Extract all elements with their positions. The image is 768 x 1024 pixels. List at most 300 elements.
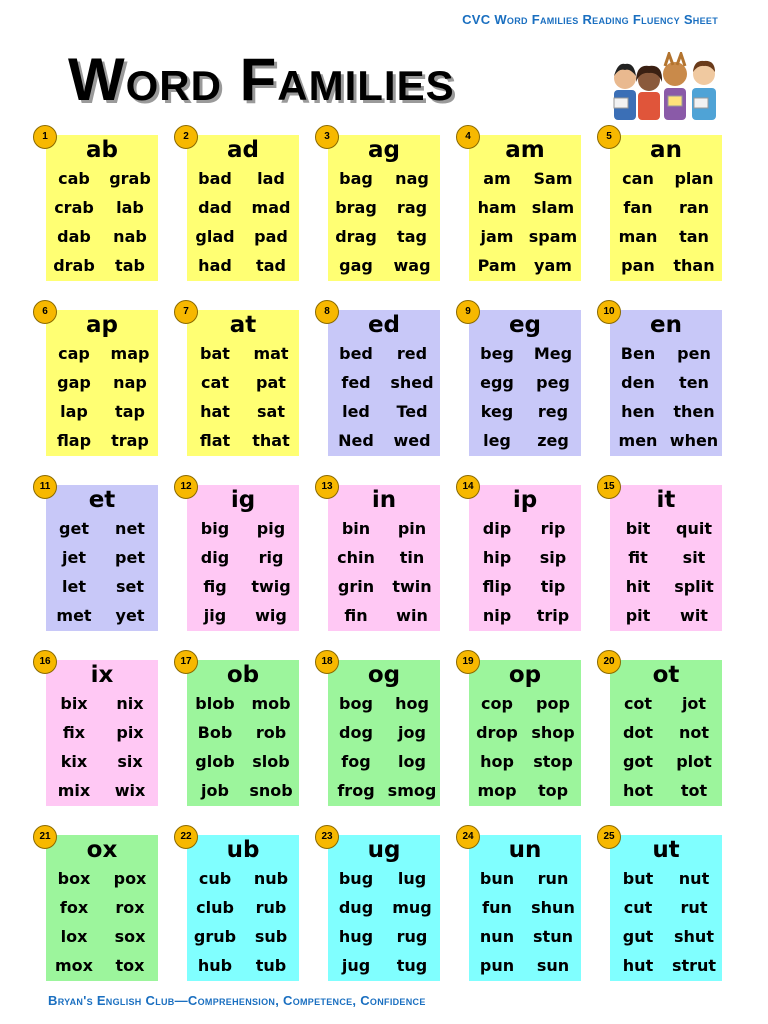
family-ending: ub xyxy=(226,837,260,863)
word-family-card xyxy=(328,310,440,456)
family-word: log xyxy=(398,752,426,771)
word-family-cell xyxy=(312,122,453,297)
family-word: dab xyxy=(57,227,91,246)
word-family-card xyxy=(187,835,299,981)
family-word: bat xyxy=(200,344,230,363)
family-word: then xyxy=(673,402,715,421)
family-ending: ip xyxy=(512,487,538,513)
family-word: sip xyxy=(539,548,567,567)
word-family-card xyxy=(610,310,722,456)
family-word: box xyxy=(57,869,91,888)
family-word: split xyxy=(674,577,714,596)
family-word: nub xyxy=(253,869,289,888)
family-word: kix xyxy=(60,752,88,771)
word-family-cell xyxy=(171,647,312,822)
family-word: flat xyxy=(199,431,231,450)
family-word: den xyxy=(621,373,655,392)
family-word: that xyxy=(252,431,290,450)
family-word: tip xyxy=(540,577,566,596)
family-word: brag xyxy=(335,198,377,217)
family-word: gap xyxy=(57,373,91,392)
family-number-badge: 9 xyxy=(456,300,480,324)
family-word: tin xyxy=(399,548,425,567)
kids-illustration xyxy=(608,52,724,124)
footer-credit: Bryan's English Club—Comprehension, Competence, Confidence xyxy=(48,993,426,1008)
family-word: sun xyxy=(536,956,570,975)
family-word: yam xyxy=(534,256,572,275)
family-ending: it xyxy=(656,487,676,513)
word-family-card xyxy=(328,485,440,631)
word-family-cell xyxy=(312,822,453,997)
family-ending: og xyxy=(367,662,401,688)
word-family-card xyxy=(187,310,299,456)
family-ending: an xyxy=(650,137,682,163)
family-word: pig xyxy=(256,519,286,538)
family-word: net xyxy=(115,519,145,538)
family-word: lap xyxy=(60,402,88,421)
family-ending: ut xyxy=(652,837,680,863)
family-word: fit xyxy=(628,548,648,567)
family-word: dot xyxy=(622,723,654,742)
family-word: leg xyxy=(483,431,511,450)
family-ending: in xyxy=(371,487,397,513)
family-word: bun xyxy=(479,869,515,888)
family-number-badge: 1 xyxy=(33,125,57,149)
family-word: wig xyxy=(255,606,287,625)
family-word: nun xyxy=(479,927,515,946)
family-word: win xyxy=(396,606,428,625)
family-word: jam xyxy=(480,227,514,246)
family-word: nab xyxy=(113,227,147,246)
family-word: peg xyxy=(536,373,570,392)
family-word: slam xyxy=(531,198,575,217)
word-family-cell xyxy=(453,297,594,472)
family-word: mob xyxy=(251,694,291,713)
family-word: dip xyxy=(482,519,512,538)
family-word: glad xyxy=(195,227,235,246)
word-family-grid xyxy=(30,122,735,997)
family-word: jot xyxy=(681,694,707,713)
family-word: jig xyxy=(203,606,227,625)
family-word: sox xyxy=(114,927,146,946)
family-word: shop xyxy=(531,723,575,742)
family-word: hen xyxy=(621,402,655,421)
family-ending: ap xyxy=(86,312,118,338)
family-word: let xyxy=(62,577,86,596)
family-word: rob xyxy=(255,723,287,742)
sheet-subtitle: CVC Word Families Reading Fluency Sheet xyxy=(462,12,718,27)
family-number-badge: 13 xyxy=(315,475,339,499)
family-word: ten xyxy=(679,373,709,392)
family-number-badge: 12 xyxy=(174,475,198,499)
family-word: sat xyxy=(257,402,285,421)
family-word: pan xyxy=(621,256,655,275)
family-word: mat xyxy=(253,344,289,363)
family-word: fin xyxy=(344,606,368,625)
family-word: but xyxy=(622,869,654,888)
family-word: drop xyxy=(476,723,518,742)
word-family-card xyxy=(46,310,158,456)
family-word: yet xyxy=(115,606,145,625)
family-word: can xyxy=(622,169,654,188)
family-ending: ox xyxy=(86,837,118,863)
family-ending: ad xyxy=(227,137,259,163)
family-word: met xyxy=(56,606,92,625)
family-word: hut xyxy=(622,956,654,975)
family-word: quit xyxy=(676,519,712,538)
family-word: plan xyxy=(674,169,714,188)
family-word: pen xyxy=(677,344,711,363)
word-family-cell xyxy=(312,472,453,647)
word-family-cell xyxy=(594,472,735,647)
family-word: fan xyxy=(623,198,653,217)
family-word: bad xyxy=(198,169,232,188)
word-family-card xyxy=(187,135,299,281)
word-family-cell xyxy=(453,122,594,297)
family-number-badge: 22 xyxy=(174,825,198,849)
family-word: mad xyxy=(251,198,291,217)
family-word: when xyxy=(669,431,719,450)
family-word: trap xyxy=(111,431,149,450)
word-family-card xyxy=(610,485,722,631)
word-family-cell xyxy=(453,822,594,997)
family-word: Ned xyxy=(338,431,374,450)
family-number-badge: 21 xyxy=(33,825,57,849)
family-word: cab xyxy=(58,169,90,188)
family-word: get xyxy=(59,519,89,538)
family-word: cub xyxy=(198,869,232,888)
family-word: reg xyxy=(537,402,569,421)
family-number-badge: 2 xyxy=(174,125,198,149)
family-word: not xyxy=(678,723,710,742)
family-word: twin xyxy=(392,577,432,596)
family-word: nix xyxy=(116,694,144,713)
word-family-card xyxy=(328,135,440,281)
family-word: gag xyxy=(339,256,373,275)
family-word: tab xyxy=(115,256,145,275)
family-word: pit xyxy=(625,606,651,625)
word-family-card xyxy=(187,485,299,631)
family-word: Ted xyxy=(396,402,428,421)
family-word: tot xyxy=(680,781,708,800)
family-word: dog xyxy=(339,723,373,742)
family-word: rig xyxy=(258,548,284,567)
word-family-card xyxy=(46,835,158,981)
family-word: hug xyxy=(338,927,374,946)
family-word: snob xyxy=(249,781,293,800)
family-word: fed xyxy=(341,373,371,392)
family-word: plot xyxy=(676,752,712,771)
word-family-card xyxy=(46,485,158,631)
family-number-badge: 18 xyxy=(315,650,339,674)
family-number-badge: 3 xyxy=(315,125,339,149)
family-ending: ig xyxy=(230,487,256,513)
family-word: keg xyxy=(480,402,514,421)
family-word: set xyxy=(115,577,145,596)
word-family-cell xyxy=(453,647,594,822)
family-word: mug xyxy=(392,898,432,917)
family-word: six xyxy=(117,752,143,771)
page-title: Word Families xyxy=(68,46,455,113)
family-word: egg xyxy=(480,373,514,392)
family-word: nip xyxy=(482,606,512,625)
family-word: cut xyxy=(623,898,653,917)
family-word: men xyxy=(618,431,658,450)
word-family-cell xyxy=(30,472,171,647)
family-word: smog xyxy=(387,781,437,800)
family-word: hog xyxy=(395,694,429,713)
family-number-badge: 24 xyxy=(456,825,480,849)
family-word: cop xyxy=(481,694,513,713)
word-family-cell xyxy=(30,297,171,472)
family-ending: un xyxy=(508,837,542,863)
family-word: gut xyxy=(622,927,654,946)
family-word: hot xyxy=(622,781,654,800)
word-family-cell xyxy=(594,822,735,997)
family-word: drab xyxy=(53,256,95,275)
family-word: nut xyxy=(678,869,710,888)
family-word: job xyxy=(201,781,229,800)
family-word: wit xyxy=(680,606,708,625)
family-word: nap xyxy=(113,373,147,392)
word-family-card xyxy=(46,135,158,281)
family-word: zeg xyxy=(537,431,569,450)
family-word: pat xyxy=(256,373,286,392)
family-word: jog xyxy=(398,723,426,742)
family-word: tad xyxy=(256,256,286,275)
family-word: wed xyxy=(393,431,431,450)
family-word: rug xyxy=(396,927,428,946)
word-family-cell xyxy=(30,647,171,822)
family-word: hit xyxy=(625,577,651,596)
family-word: grab xyxy=(109,169,151,188)
family-ending: ot xyxy=(652,662,680,688)
family-word: stun xyxy=(533,927,573,946)
family-word: chin xyxy=(337,548,375,567)
word-family-card xyxy=(469,660,581,806)
family-word: pop xyxy=(536,694,570,713)
word-family-card xyxy=(187,660,299,806)
family-word: bix xyxy=(60,694,88,713)
family-word: lad xyxy=(257,169,285,188)
family-word: sub xyxy=(254,927,288,946)
family-word: twig xyxy=(251,577,291,596)
family-word: Bob xyxy=(197,723,233,742)
family-word: strut xyxy=(671,956,717,975)
family-word: fun xyxy=(482,898,512,917)
family-word: pox xyxy=(113,869,147,888)
family-word: bed xyxy=(339,344,373,363)
family-word: pet xyxy=(115,548,145,567)
word-family-card xyxy=(610,660,722,806)
family-number-badge: 19 xyxy=(456,650,480,674)
family-word: dig xyxy=(200,548,230,567)
family-word: bin xyxy=(341,519,371,538)
family-word: glob xyxy=(195,752,235,771)
word-family-card xyxy=(610,135,722,281)
family-word: pix xyxy=(116,723,144,742)
family-word: Pam xyxy=(477,256,517,275)
family-word: dad xyxy=(198,198,232,217)
family-word: frog xyxy=(337,781,375,800)
family-word: hop xyxy=(480,752,514,771)
word-family-cell xyxy=(453,472,594,647)
family-word: tag xyxy=(397,227,427,246)
word-family-cell xyxy=(312,297,453,472)
family-word: cot xyxy=(623,694,653,713)
family-ending: ob xyxy=(226,662,260,688)
family-word: Ben xyxy=(620,344,656,363)
family-ending: ag xyxy=(368,137,400,163)
family-word: am xyxy=(483,169,511,188)
family-word: shed xyxy=(390,373,434,392)
family-word: fig xyxy=(203,577,227,596)
family-word: red xyxy=(396,344,428,363)
family-word: jet xyxy=(62,548,86,567)
family-word: Meg xyxy=(533,344,573,363)
family-word: hip xyxy=(482,548,512,567)
family-word: grin xyxy=(337,577,375,596)
family-ending: at xyxy=(229,312,257,338)
family-word: run xyxy=(537,869,569,888)
family-word: bug xyxy=(338,869,374,888)
family-ending: ed xyxy=(367,312,401,338)
family-word: nag xyxy=(395,169,429,188)
family-word: spam xyxy=(528,227,578,246)
family-word: big xyxy=(200,519,230,538)
family-word: shun xyxy=(531,898,575,917)
family-ending: ug xyxy=(367,837,401,863)
family-word: flip xyxy=(482,577,512,596)
word-family-cell xyxy=(171,822,312,997)
family-ending: op xyxy=(508,662,542,688)
family-word: flap xyxy=(56,431,92,450)
family-word: shut xyxy=(674,927,714,946)
family-word: led xyxy=(342,402,370,421)
family-word: ran xyxy=(678,198,710,217)
word-family-card xyxy=(469,310,581,456)
family-word: jug xyxy=(341,956,371,975)
family-word: cat xyxy=(201,373,229,392)
family-word: got xyxy=(622,752,654,771)
family-number-badge: 17 xyxy=(174,650,198,674)
word-family-cell xyxy=(30,122,171,297)
family-ending: eg xyxy=(508,312,542,338)
family-number-badge: 16 xyxy=(33,650,57,674)
family-word: lug xyxy=(397,869,427,888)
family-word: slob xyxy=(252,752,290,771)
family-word: tox xyxy=(115,956,145,975)
word-family-card xyxy=(328,835,440,981)
family-number-badge: 14 xyxy=(456,475,480,499)
family-word: Sam xyxy=(533,169,573,188)
family-word: man xyxy=(618,227,658,246)
word-family-cell xyxy=(594,122,735,297)
family-number-badge: 23 xyxy=(315,825,339,849)
word-family-card xyxy=(469,835,581,981)
family-word: pad xyxy=(254,227,288,246)
family-word: hat xyxy=(200,402,230,421)
family-word: crab xyxy=(54,198,94,217)
family-number-badge: 20 xyxy=(597,650,621,674)
family-ending: en xyxy=(650,312,682,338)
family-word: than xyxy=(673,256,715,275)
family-word: pin xyxy=(397,519,427,538)
family-number-badge: 11 xyxy=(33,475,57,499)
family-ending: ix xyxy=(90,662,114,688)
family-word: trip xyxy=(536,606,570,625)
word-family-cell xyxy=(594,647,735,822)
family-word: drag xyxy=(335,227,377,246)
family-word: rip xyxy=(540,519,566,538)
family-word: rox xyxy=(115,898,145,917)
family-word: tub xyxy=(255,956,287,975)
family-word: wix xyxy=(114,781,146,800)
word-family-cell xyxy=(171,472,312,647)
family-number-badge: 8 xyxy=(315,300,339,324)
family-number-badge: 15 xyxy=(597,475,621,499)
family-word: tap xyxy=(115,402,145,421)
family-number-badge: 6 xyxy=(33,300,57,324)
family-word: wag xyxy=(393,256,431,275)
word-family-cell xyxy=(30,822,171,997)
family-ending: et xyxy=(88,487,116,513)
family-word: stop xyxy=(533,752,573,771)
family-word: fog xyxy=(341,752,371,771)
family-word: fix xyxy=(62,723,86,742)
family-word: dug xyxy=(338,898,374,917)
family-word: rut xyxy=(680,898,708,917)
family-word: sit xyxy=(682,548,706,567)
family-word: rag xyxy=(396,198,428,217)
word-family-cell xyxy=(171,122,312,297)
word-family-card xyxy=(469,135,581,281)
family-word: mop xyxy=(477,781,517,800)
family-word: cap xyxy=(58,344,90,363)
word-family-card xyxy=(610,835,722,981)
family-number-badge: 7 xyxy=(174,300,198,324)
family-word: club xyxy=(196,898,234,917)
family-word: bag xyxy=(339,169,373,188)
family-word: tan xyxy=(679,227,709,246)
family-word: lab xyxy=(116,198,144,217)
family-word: tug xyxy=(396,956,428,975)
family-word: beg xyxy=(480,344,514,363)
family-number-badge: 5 xyxy=(597,125,621,149)
family-ending: ab xyxy=(86,137,118,163)
family-word: map xyxy=(110,344,150,363)
word-family-cell xyxy=(171,297,312,472)
family-word: bit xyxy=(625,519,651,538)
family-number-badge: 25 xyxy=(597,825,621,849)
word-family-card xyxy=(469,485,581,631)
family-number-badge: 4 xyxy=(456,125,480,149)
word-family-card xyxy=(328,660,440,806)
family-number-badge: 10 xyxy=(597,300,621,324)
family-word: fox xyxy=(59,898,89,917)
family-word: ham xyxy=(477,198,517,217)
word-family-cell xyxy=(594,297,735,472)
family-word: lox xyxy=(60,927,88,946)
family-ending: am xyxy=(505,137,545,163)
family-word: mix xyxy=(57,781,91,800)
family-word: blob xyxy=(195,694,235,713)
word-family-card xyxy=(46,660,158,806)
family-word: rub xyxy=(255,898,287,917)
family-word: bog xyxy=(339,694,373,713)
family-word: top xyxy=(537,781,569,800)
family-word: had xyxy=(198,256,232,275)
